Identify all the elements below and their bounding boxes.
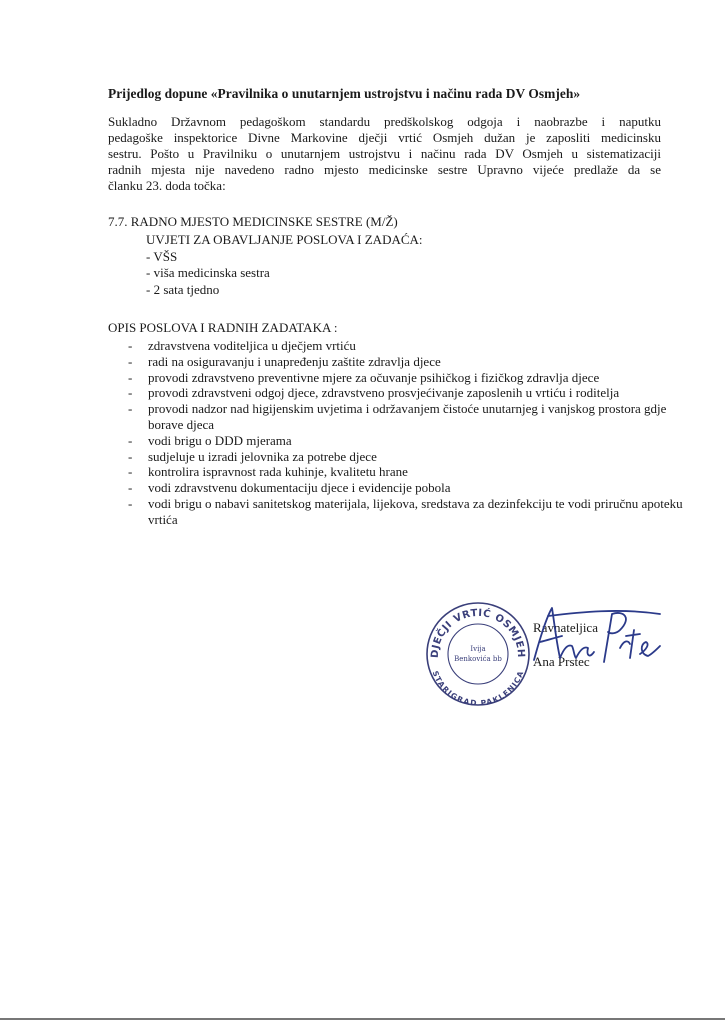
list-item: - vodi zdravstvenu dokumentaciju djece i evidencije pobola [128,480,451,496]
intro-line: sestru. Pošto u Pravilniku o unutarnjem ustrojstvu i načinu rada DV Osmjeh u sistematizaciji [108,146,661,161]
stamp-center-line1: Ivija [470,645,486,653]
condition-item: - viša medicinska sestra [146,265,270,280]
official-stamp [424,600,532,708]
intro-line: Sukladno Državnom pedagoškom standardu predškolskog odgoja i naobrazbe i naputku [108,114,661,129]
conditions-heading: UVJETI ZA OBAVLJANJE POSLOVA I ZADAĆA: [146,232,423,247]
intro-line: pedagoške inspektorice Divne Markovine dječji vrtić Osmjeh dužan je zaposliti medicinsku [108,130,661,145]
condition-item: - VŠS [146,248,178,264]
section-heading: 7.7. RADNO MJESTO MEDICINSKE SESTRE (M/Ž) [108,214,398,229]
document-title: Prijedlog dopune «Pravilnika o unutarnjem ustrojstvu i načinu rada DV Osmjeh» [108,86,581,101]
duties-list [128,338,688,528]
signatory-role: Ravnateljica [533,620,598,635]
list-item: - provodi zdravstveni odgoj djece, zdravstveno prosvjećivanje zaposlenih u vrtiću i roditelja [128,385,620,401]
list-item: - kontrolira ispravnost rada kuhinje, kvalitetu hrane [128,464,408,480]
intro-paragraph [108,114,661,194]
list-item: - provodi zdravstveno preventivne mjere za očuvanje psihičkog i fizičkog zdravlja djece [128,369,600,385]
stamp-top-text: DJEČJI VRTIĆ OSMJEH [429,607,527,659]
list-item: - zdravstvena voditeljica u dječjem vrtiću [128,338,356,353]
list-item: - sudjeluje u izradi jelovnika za potrebe djece [128,448,377,464]
page-bottom-edge [0,1018,725,1020]
handwritten-signature [520,600,665,680]
list-item: - vodi brigu o DDD mjerama [128,432,292,448]
list-item: - vodi brigu o nabavi sanitetskog materijala, lijekova, sredstava za dezinfekciju te vodi priručnu apoteku vrtića [128,495,683,527]
svg-text:STARIGRAD PAKLENICA [431,670,526,708]
conditions-block [146,232,423,298]
list-item: - radi na osiguravanju i unapređenju zaštite zdravlja djece [128,353,441,369]
intro-line: članku 23. doda točka: [108,178,226,193]
signatory-name: Ana Prstec [533,654,590,669]
list-item: - provodi nadzor nad higijenskim uvjetima i održavanjem čistoće unutarnjeg i vanjskog prostora gdje borave djeca [128,401,667,432]
duties-heading: OPIS POSLOVA I RADNIH ZADATAKA : [108,320,338,335]
stamp-bottom-text: STARIGRAD PAKLENICA [430,669,526,708]
condition-item: - 2 sata tjedno [146,281,220,297]
stamp-center-line2: Benkovića bb [454,655,502,663]
intro-line: radnih mjesta nije navedeno radno mjesto medicinske sestre Upravno vijeće predlaže da se [108,162,661,177]
